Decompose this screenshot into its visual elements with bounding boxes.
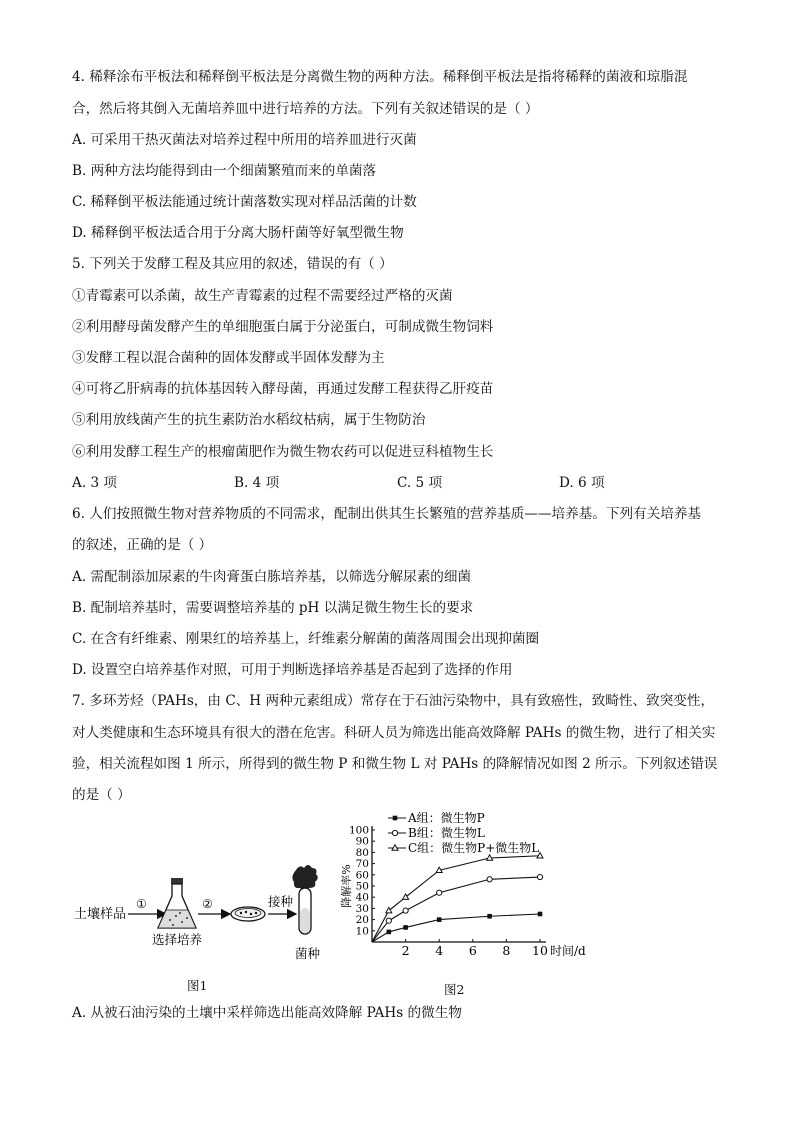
q5-item-2: ②利用酵母菌发酵产生的单细胞蛋白属于分泌蛋白，可制成微生物饲料 [72,319,494,335]
legend-entry-0 [388,810,485,825]
strain-label: 菌种 [295,946,321,961]
q7-stem-line3: 验，相关流程如图 1 所示，所得到的微生物 P 和微生物 L 对 PAHs 的降解情况如图 2 所示。下列叙述错误 [72,756,718,772]
figure2-line-chart [338,808,628,968]
q6-stem-line2: 的叙述，正确的是（ ） [72,537,213,553]
y-tick-label: 30 [355,902,369,915]
series-line [372,914,540,942]
y-tick-label: 10 [355,925,369,938]
legend-label: B组：微生物L [408,826,485,840]
petri-dish-icon [231,907,265,921]
legend-label: A组：微生物P [408,811,485,825]
selective-culture-label: 选择培养 [152,932,203,947]
x-axis-label: 时间/d [550,944,586,958]
chart-series [372,853,543,942]
q5-item-1: ①青霉素可以杀菌，故生产青霉素的过程不需要经过严格的灭菌 [72,288,453,304]
legend-entry-2 [388,840,539,855]
figure1-caption: 图1 [187,978,208,993]
inoculate-label: 接种 [268,894,294,909]
data-point [403,894,409,899]
q5-item-4: ④可将乙肝病毒的抗体基因转入酵母菌，再通过发酵工程获得乙肝疫苗 [72,381,494,397]
data-point [538,912,543,917]
test-tube-icon [292,865,317,934]
q5-choice-b: B. 4 项 [234,475,280,491]
q5-item-5: ⑤利用放线菌产生的抗生素防治水稻纹枯病，属于生物防治 [72,412,426,428]
data-point [403,908,408,913]
flask-icon [158,878,196,928]
data-point [487,914,492,919]
x-tick-label: 10 [532,943,548,958]
q4-option-c: C. 稀释倒平板法能通过统计菌落数实现对样品活菌的计数 [72,194,417,210]
q6-option-c: C. 在含有纤维素、刚果红的培养基上，纤维素分解菌的菌落周围会出现抑菌圈 [72,631,540,647]
q6-option-d: D. 设置空白培养基作对照，可用于判断选择培养基是否起到了选择的作用 [72,662,513,678]
data-point [437,890,442,895]
figure2-caption: 图2 [444,982,465,997]
step-1-label: ① [136,897,147,911]
y-tick-label: 90 [355,835,369,848]
y-tick-label: 70 [355,858,369,871]
series-1 [372,874,543,942]
q7-stem-line4: 的是（ ） [72,787,131,803]
q5-item-6: ⑥利用发酵工程生产的根瘤菌肥作为微生物农药可以促进豆科植物生长 [72,444,494,460]
data-point [392,830,397,835]
q5-choice-c: C. 5 项 [397,475,443,491]
data-point [487,877,492,882]
legend-label: C组：微生物P+微生物L [408,841,540,855]
q5-choices [72,474,692,492]
q6-option-a: A. 需配制添加尿素的牛肉膏蛋白胨培养基，以筛选分解尿素的细菌 [72,569,472,585]
q4-option-b: B. 两种方法均能得到由一个细菌繁殖而来的单菌落 [72,163,377,179]
q4-option-a: A. 可采用干热灭菌法对培养过程中所用的培养皿进行灭菌 [72,132,417,148]
data-point [537,874,542,879]
series-line [372,856,540,942]
y-tick-label: 50 [355,880,369,893]
q6-stem-line1: 6. 人们按照微生物对营养物质的不同需求，配制出供其生长繁殖的营养基质——培养基。下列有关培养基 [72,506,702,522]
y-tick-label: 100 [348,824,369,837]
series-2 [372,853,543,942]
x-tick-label: 4 [435,943,444,958]
q7-option-a: A. 从被石油污染的土壤中采样筛选出能高效降解 PAHs 的微生物 [72,1005,462,1021]
y-axis-label: 降解率% [340,864,353,908]
y-tick-label: 80 [355,846,369,859]
y-tick-label: 40 [355,891,369,904]
q4-stem-line2: 合，然后将其倒入无菌培养皿中进行培养的方法。下列有关叙述错误的是（ ） [72,101,539,117]
y-tick-label: 60 [355,869,369,882]
step-2-label: ② [202,897,213,911]
soil-sample-label: 土壤样品 [74,907,127,922]
x-tick-label: 8 [502,943,511,958]
q5-choice-a: A. 3 项 [72,475,118,491]
q4-option-d: D. 稀释倒平板法适合用于分离大肠杆菌等好氧型微生物 [72,225,404,241]
q5-choice-d: D. 6 项 [559,475,605,491]
legend-entry-1 [388,825,485,840]
data-point [403,925,408,930]
data-point [386,918,391,923]
figure1-flow-diagram [70,858,340,968]
q7-stem-line2: 对人类健康和生态环境具有很大的潜在危害。科研人员为筛选出能高效降解 PAHs 的微生物，进行了相关实 [72,725,716,741]
q6-option-b: B. 配制培养基时，需要调整培养基的 pH 以满足微生物生长的要求 [72,600,474,616]
data-point [393,816,398,821]
series-line [372,877,540,942]
q5-stem: 5. 下列关于发酵工程及其应用的叙述，错误的有（ ） [72,256,393,272]
data-point [386,907,392,912]
x-tick-label: 2 [401,943,410,958]
x-tick-label: 6 [468,943,477,958]
data-point [387,930,392,935]
series-0 [372,912,542,942]
data-point [437,917,442,922]
chart-legend [388,810,539,855]
q4-stem-line1: 4. 稀释涂布平板法和稀释倒平板法是分离微生物的两种方法。稀释倒平板法是指将稀释的菌液和琼脂混 [72,69,688,85]
y-tick-label: 20 [355,914,369,927]
q5-item-3: ③发酵工程以混合菌种的固体发酵或半固体发酵为主 [72,350,385,366]
q7-stem-line1: 7. 多环芳烃（PAHs，由 C、H 两种元素组成）常存在于石油污染物中，具有致癌性，致畸性、致突变性， [72,693,715,709]
